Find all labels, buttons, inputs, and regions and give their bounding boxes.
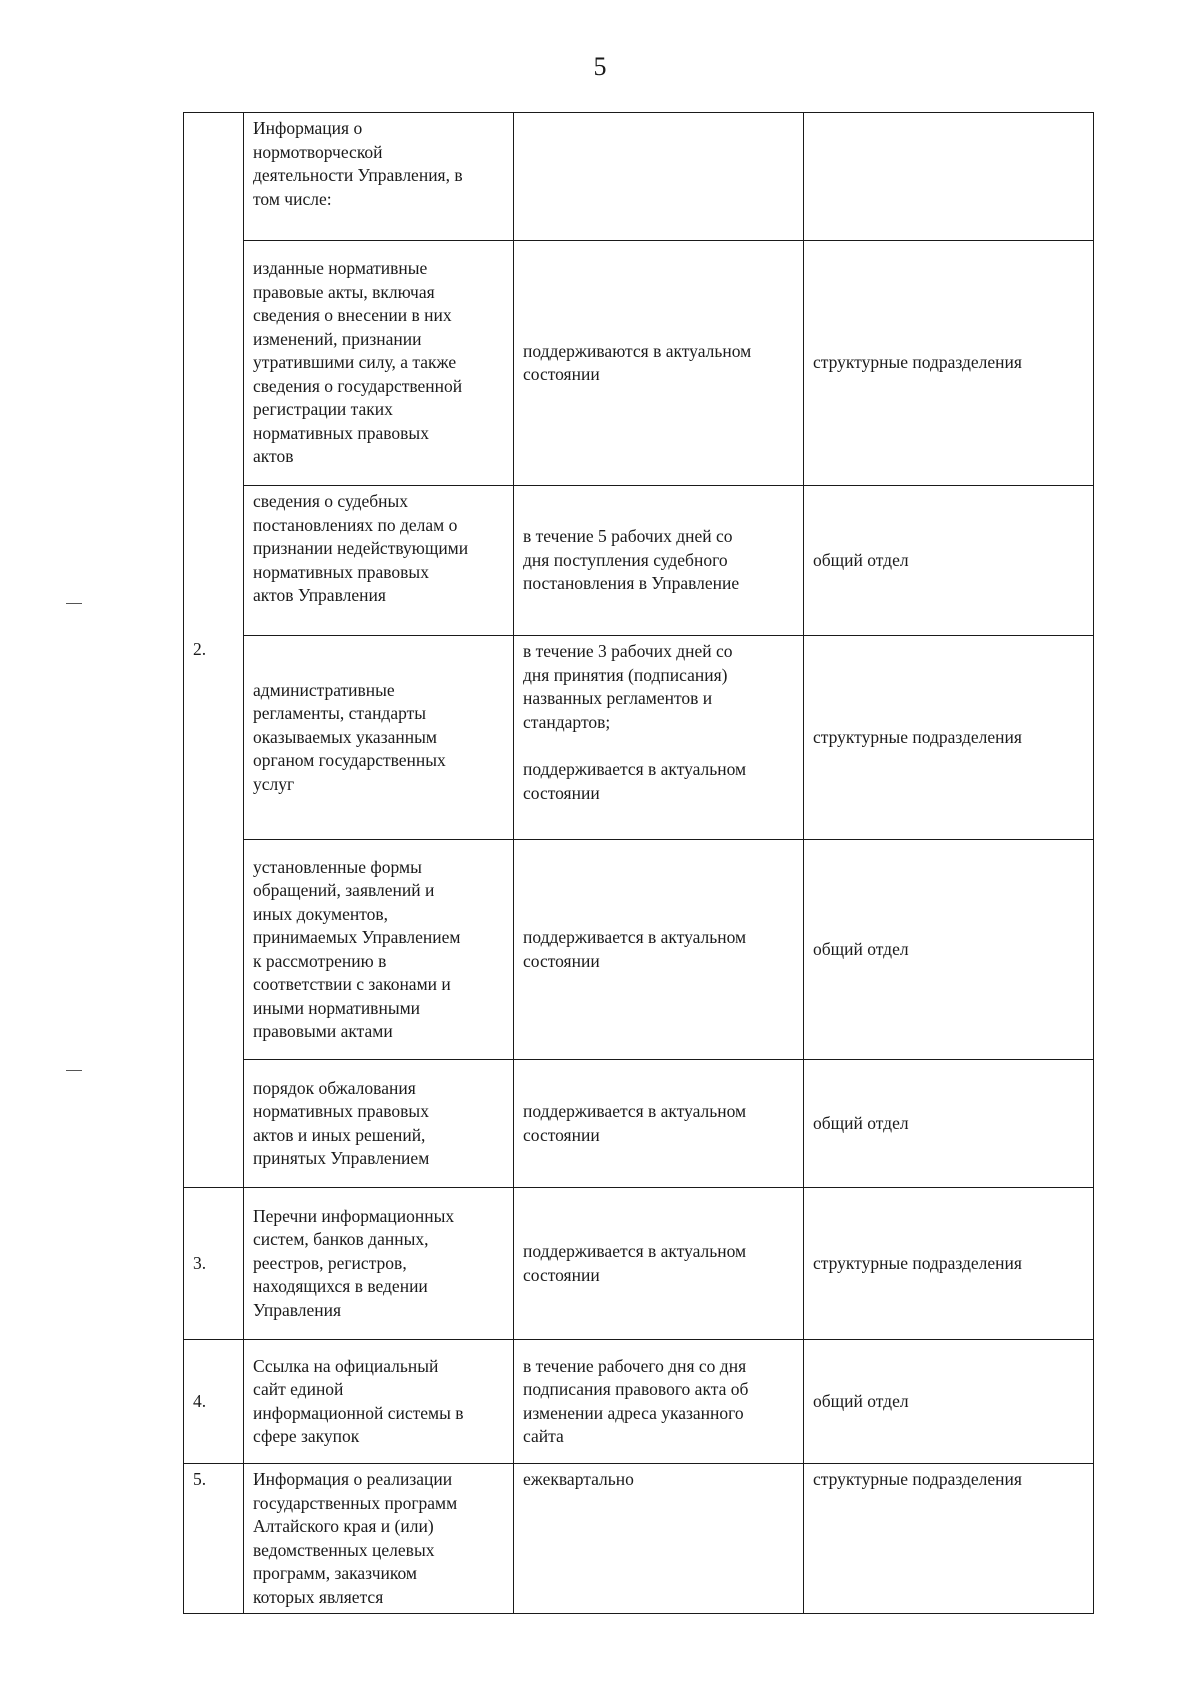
term-cell — [514, 113, 804, 241]
responsible-cell — [804, 840, 1094, 1060]
row-number: 2. — [193, 639, 207, 660]
item-description: Информация о нормотворческой деятельности Управления, в том числе: — [253, 118, 463, 209]
responsible-cell — [804, 1060, 1094, 1188]
responsible-cell — [804, 241, 1094, 486]
row-number: 4. — [193, 1390, 207, 1411]
row-number-cell — [184, 1464, 244, 1614]
item-description: Перечни информационных систем, банков данных, реестров, регистров, находящихся в ведении Управления — [253, 1205, 455, 1320]
term-text: поддерживается в актуальном состоянии — [523, 1241, 747, 1285]
item-description: Ссылка на официальный сайт единой информационной системы в сфере закупок — [253, 1355, 464, 1446]
table-row — [184, 1340, 1094, 1464]
responsible-text: структурные подразделения — [813, 1252, 1022, 1273]
responsible-cell — [804, 1340, 1094, 1464]
item-description: сведения о судебных постановлениях по делам о признании недействующими нормативных правовых актов Управления — [253, 491, 469, 605]
responsible-cell — [804, 1464, 1094, 1614]
term-text: поддерживается в актуальном состоянии — [523, 1101, 747, 1145]
item-description-cell — [244, 113, 514, 241]
item-description: Информация о реализации государственных программ Алтайского края и (или) ведомственных целевых программ, заказчиком которых является — [253, 1469, 458, 1607]
scan-margin-mark — [66, 603, 82, 604]
term-text: поддерживается в актуальном состоянии — [523, 927, 747, 971]
responsible-cell — [804, 1188, 1094, 1340]
term-cell — [514, 1188, 804, 1340]
table-row — [184, 241, 1094, 486]
responsible-text: общий отдел — [813, 938, 909, 959]
table-row — [184, 1464, 1094, 1614]
table-row — [184, 486, 1094, 636]
item-description-cell — [244, 1188, 514, 1340]
item-description-cell — [244, 840, 514, 1060]
item-description-cell — [244, 1340, 514, 1464]
table-row — [184, 636, 1094, 840]
item-description-cell — [244, 1464, 514, 1614]
item-description: административные регламенты, стандарты оказываемых указанным органом государственных услуг — [253, 679, 446, 794]
information-table — [183, 112, 1094, 1614]
table-row — [184, 840, 1094, 1060]
scan-margin-mark — [66, 1070, 82, 1071]
row-number-cell — [184, 1188, 244, 1340]
term-text: в течение 5 рабочих дней со дня поступления судебного постановления в Управление — [523, 526, 740, 594]
responsible-text: общий отдел — [813, 549, 909, 570]
responsible-cell — [804, 636, 1094, 840]
row-number-cell — [184, 1340, 244, 1464]
table-row — [184, 1060, 1094, 1188]
page-number: 5 — [593, 52, 607, 81]
row-number: 3. — [193, 1252, 207, 1273]
term-text: ежеквартально — [523, 1469, 634, 1489]
item-description-cell — [244, 241, 514, 486]
term-cell — [514, 1060, 804, 1188]
term-cell — [514, 1340, 804, 1464]
term-cell — [514, 636, 804, 840]
term-text: поддерживаются в актуальном состоянии — [523, 340, 752, 384]
table-row — [184, 1188, 1094, 1340]
responsible-text: общий отдел — [813, 1390, 909, 1411]
item-description: порядок обжалования нормативных правовых актов и иных решений, принятых Управлением — [253, 1077, 430, 1168]
term-cell — [514, 486, 804, 636]
item-description-cell — [244, 636, 514, 840]
row-number-cell — [184, 113, 244, 1188]
item-description-cell — [244, 1060, 514, 1188]
term-text-extra: поддерживается в актуальном состоянии — [523, 759, 747, 803]
term-text: в течение 3 рабочих дней со дня принятия (подписания) названных регламентов и стандартов; — [523, 641, 733, 732]
responsible-text: структурные подразделения — [813, 1469, 1022, 1489]
term-cell — [514, 241, 804, 486]
term-cell — [514, 840, 804, 1060]
responsible-text: структурные подразделения — [813, 352, 1022, 373]
responsible-cell — [804, 486, 1094, 636]
responsible-text: общий отдел — [813, 1112, 909, 1133]
term-text: в течение рабочего дня со дня подписания правового акта об изменении адреса указанного сайта — [523, 1355, 749, 1446]
table-row — [184, 113, 1094, 241]
item-description: изданные нормативные правовые акты, включая сведения о внесении в них изменений, признании утратившими силу, а также сведения о государственной регистрации таких нормативных правовых актов — [253, 258, 463, 467]
responsible-cell — [804, 113, 1094, 241]
term-cell — [514, 1464, 804, 1614]
row-number: 5. — [193, 1469, 207, 1489]
item-description: установленные формы обращений, заявлений и иных документов, принимаемых Управлением к рассмотрению в соответствии с законами и иными нормативными правовыми актами — [253, 856, 461, 1041]
responsible-text: структурные подразделения — [813, 726, 1022, 747]
item-description-cell — [244, 486, 514, 636]
